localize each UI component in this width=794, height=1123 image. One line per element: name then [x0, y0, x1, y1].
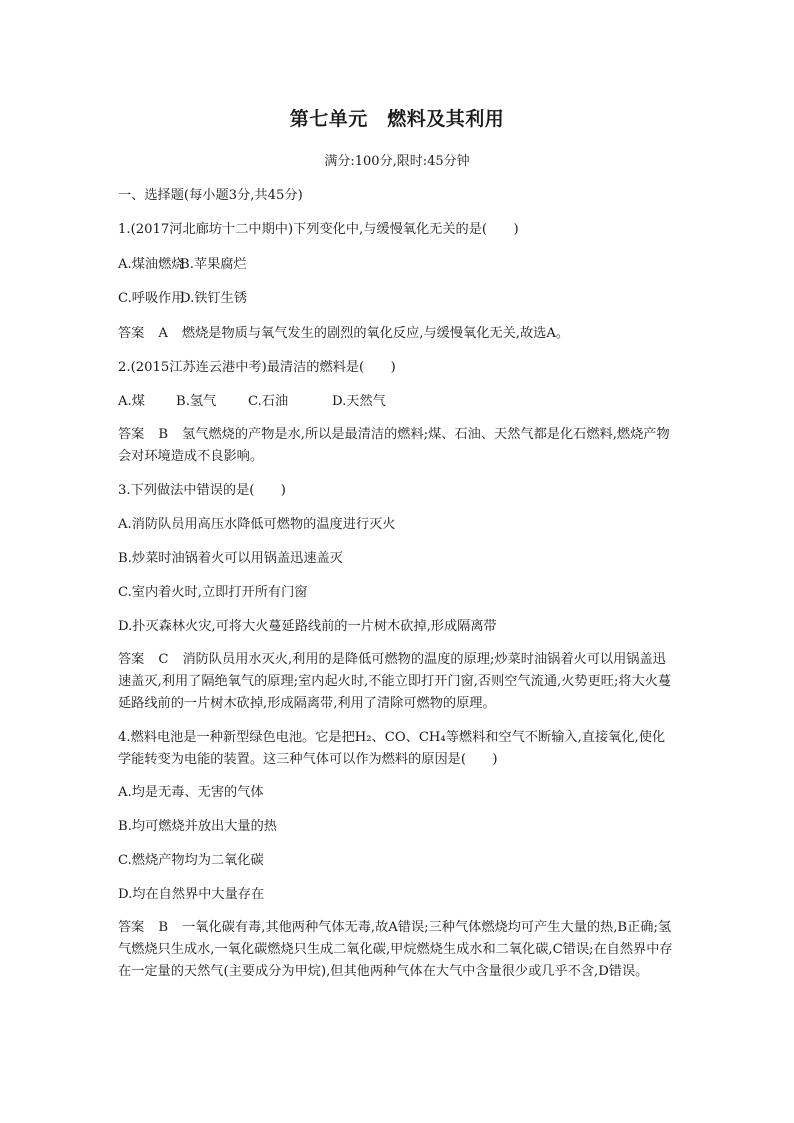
question-1-stem: 1.(2017河北廊坊十二中期中)下列变化中,与缓慢氧化无关的是( ): [118, 222, 519, 237]
answer-label: 答案: [118, 427, 145, 442]
answer-label: 答案: [118, 652, 145, 667]
question-4-option-d: D.均在自然界中大量存在: [118, 887, 265, 902]
question-1-option-a: A.煤油燃烧: [118, 257, 185, 272]
answer-explanation: 一氧化碳有毒,其他两种气体无毒,故A错误;三种气体燃烧均可产生大量的热,B正确;氢气燃烧只生成水,一氧化碳燃烧只生成二氧化碳,甲烷燃烧生成水和二氧化碳,C错误;在自然界中存在一定量的天然气(主要成分为甲烷),但其他两种气体在大气中含量很少或几乎不含,D错误。: [118, 920, 673, 979]
question-2-option-b: B.氢气: [176, 394, 217, 409]
question-2-stem: 2.(2015江苏连云港中考)最清洁的燃料是( ): [118, 360, 396, 375]
question-1-option-d: D.铁钉生锈: [180, 291, 248, 306]
question-4-option-c: C.燃烧产物均为二氧化碳: [118, 853, 264, 868]
question-3-option-c: C.室内着火时,立即打开所有门窗: [118, 585, 308, 600]
answer-label: 答案: [118, 920, 145, 935]
question-1-option-b: B.苹果腐烂: [180, 257, 247, 272]
exam-info: 满分:100分,限时:45分钟: [324, 154, 470, 169]
question-3-option-a: A.消防队员用高压水降低可燃物的温度进行灭火: [118, 517, 396, 532]
question-4-option-a: A.均是无毒、无害的气体: [118, 785, 264, 800]
question-2-answer: [118, 424, 678, 468]
question-2-options-row: [118, 392, 678, 411]
answer-letter: B: [158, 427, 169, 442]
question-2-option-c: C.石油: [248, 394, 289, 409]
answer-explanation: 氢气燃烧的产物是水,所以是最清洁的燃料;煤、石油、天然气都是化石燃料,燃烧产物会对环境造成不良影响。: [118, 427, 670, 464]
question-4-stem: 4.燃料电池是一种新型绿色电池。它是把H₂、CO、CH₄等燃料和空气不断输入,直接氧化,使化学能转变为电能的装置。这三种气体可以作为燃料的原因是( ): [118, 730, 666, 767]
answer-explanation: 燃烧是物质与氧气发生的剧烈的氧化反应,与缓慢氧化无关,故选A。: [181, 326, 570, 341]
question-4-answer: [118, 917, 678, 983]
question-3-option-b: B.炒菜时油锅着火可以用锅盖迅速盖灭: [118, 551, 343, 566]
page-title: 第七单元 燃料及其利用: [289, 108, 505, 130]
question-3-stem: 3.下列做法中错误的是( ): [118, 483, 286, 498]
question-2-option-a: A.煤: [118, 394, 145, 409]
question-3-option-d: D.扑灭森林火灾,可将大火蔓延路线前的一片树木砍掉,形成隔离带: [118, 619, 497, 634]
answer-letter: B: [158, 920, 169, 935]
answer-letter: A: [158, 326, 168, 341]
section-heading: 一、选择题(每小题3分,共45分): [118, 188, 303, 203]
answer-explanation: 消防队员用水灭火,利用的是降低可燃物的温度的原理;炒菜时油锅着火可以用锅盖迅速盖灭,利用了隔绝氧气的原理;室内起火时,不能立即打开门窗,否则空气流通,火势更旺;将大火蔓延路线前的一片树木砍掉,形成隔离带,利用了清除可燃物的原理。: [118, 652, 672, 711]
question-1-answer: [118, 324, 678, 343]
question-4-option-b: B.均可燃烧并放出大量的热: [118, 819, 277, 834]
answer-letter: C: [158, 652, 169, 667]
question-1-option-c: C.呼吸作用: [118, 291, 185, 306]
question-1-options-row-2: [118, 289, 678, 308]
answer-label: 答案: [118, 326, 145, 341]
question-1-options-row-1: [118, 255, 678, 274]
question-2-option-d: D.天然气: [332, 394, 386, 409]
question-3-answer: [118, 649, 678, 715]
